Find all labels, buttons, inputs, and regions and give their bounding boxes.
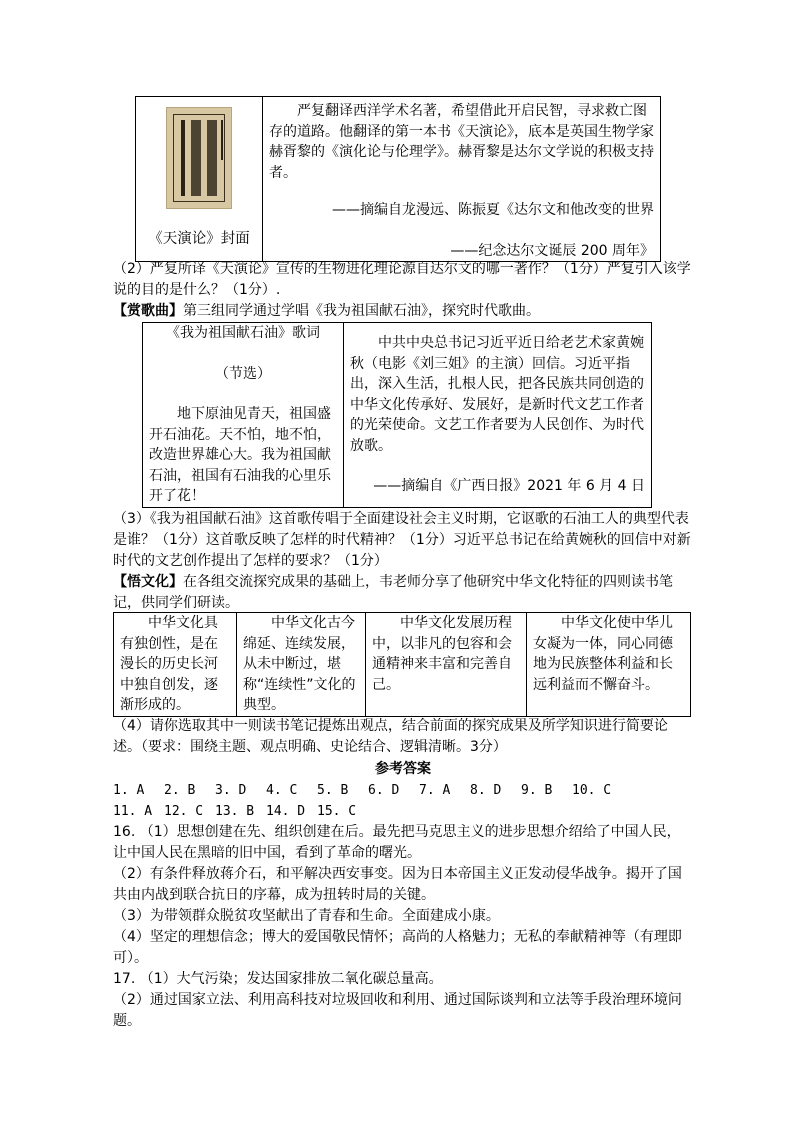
- mc-answer: 3. D: [215, 783, 247, 798]
- mc-answer: 10. C: [572, 783, 612, 798]
- mc-answer: 15. C: [317, 804, 357, 819]
- section-song-text: 第三组同学通过学唱《我为祖国献石油》，探究时代歌曲。: [183, 303, 540, 319]
- mc-answer: 12. C: [164, 804, 204, 819]
- lyrics-text: 地下原油见青天，祖国盛开石油花。天不怕，地不怕，改造世界雄心大。我为祖国献石油，祖国有石油我的心里乐开了花！: [149, 406, 331, 504]
- note-4: 中华文化使中华儿女凝为一体，同心同德地为民族整体利益和长远利益而不懈奋斗。: [527, 613, 691, 717]
- note-1: 中华文化具有独创性，是在漫长的历史长河中独自创发，逐渐形成的。: [114, 613, 237, 717]
- notes-table: [113, 612, 691, 717]
- mc-answer: 8. D: [470, 783, 502, 798]
- lyrics-title: 《我为祖国献石油》歌词: [166, 325, 320, 341]
- letter-source: ——摘编自《广西日报》2021 年 6 月 4 日: [373, 478, 645, 494]
- mc-answer: 7. A: [419, 783, 451, 798]
- mc-answer: 9. B: [521, 783, 553, 798]
- mc-answer: 11. A: [113, 804, 153, 819]
- mc-answer: 14. D: [266, 804, 306, 819]
- section-culture-label: 【悟文化】: [113, 574, 183, 590]
- yanfu-text: 严复翻译西洋学术名著，希望借此开启民智，寻求救亡图存的道路。他翻译的第一本书《天演论》，底本是英国生物学家赫胥黎的《演化论与伦理学》。赫胥黎是达尔文学说的积极支持者。: [269, 103, 654, 181]
- tianyanlun-cover-image: [166, 107, 232, 209]
- letter-cell: [344, 323, 652, 508]
- lyrics-cell: [143, 323, 344, 508]
- section-culture: [113, 572, 693, 614]
- mc-answer: 2. B: [164, 783, 196, 798]
- question-4: （4）请你选取其中一则读书笔记提炼出观点，结合前面的探究成果及所学知识进行简要论述。（要求：围绕主题、观点明确、史论结合、逻辑清晰。3分）: [113, 718, 668, 755]
- section-song: [113, 301, 693, 322]
- song-table: [142, 322, 652, 508]
- darwin-table: [135, 96, 661, 262]
- mc-answer: 6. D: [368, 783, 400, 798]
- mc-answer: 4. C: [266, 783, 298, 798]
- letter-text: 中共中央总书记习近平近日给老艺术家黄婉秋（电影《刘三姐》的主演）回信。习近平指出，深入生活，扎根人民，把各民族共同创造的中华文化传承好、发展好，是新时代文艺工作者的光荣使命。文艺工作者要为人民创作、为时代放歌。: [350, 335, 644, 454]
- mc-answer: 13. B: [215, 804, 255, 819]
- section-culture-text: 在各组交流探究成果的基础上，韦老师分享了他研究中华文化特征的四则读书笔记，供同学们研读。: [113, 574, 673, 611]
- cover-cell: [136, 97, 263, 262]
- question-2: （2）严复所译《天演论》宣传的生物进化理论源自达尔文的哪一著作？（1分）严复引入该学说的目的是什么？（1分）.: [113, 261, 691, 298]
- answer-16-2: （2）有条件释放蒋介石，和平解决西安事变。因为日本帝国主义正发动侵华战争。揭开了国共由内战到联合抗日的序幕，成为扭转时局的关键。: [113, 866, 682, 903]
- yanfu-text-cell: [263, 97, 661, 262]
- question-3: （3）《我为祖国献石油》这首歌传唱于全面建设社会主义时期，它讴歌的石油工人的典型代表是谁？（1分）这首歌反映了怎样的时代精神？（1分）习近平总书记在给黄婉秋的回信中对新时代的文艺创作提出了怎样的要求？（1分）: [113, 511, 691, 569]
- cover-caption: 《天演论》封面: [148, 231, 250, 247]
- answer-17-2: （2）通过国家立法、利用高科技对垃圾回收和利用、通过国际谈判和立法等手段治理环境问题。: [113, 992, 682, 1029]
- lyrics-subtitle: （节选）: [215, 365, 271, 382]
- source-2: ——纪念达尔文诞辰 200 周年》: [450, 242, 654, 259]
- note-3: 中华文化发展历程中，以非凡的包容和会通精神来丰富和完善自己。: [366, 613, 527, 717]
- section-song-label: 【赏歌曲】: [113, 303, 183, 319]
- note-2: 中华文化古今绵延、连续发展，从未中断过，堪称“连续性”文化的典型。: [237, 613, 366, 717]
- mc-answer: 1. A: [113, 783, 145, 798]
- source-1: ——摘编自龙漫远、陈振夏《达尔文和他改变的世界: [332, 202, 654, 218]
- answer-16-4: （4）坚定的理想信念；博大的爱国敬民情怀；高尚的人格魅力；无私的奉献精神等（有理即可）。: [113, 929, 682, 966]
- answer-16-1: 16. （1）思想创建在先、组织创建在后。最先把马克思主义的进步思想介绍给了中国人民，让中国人民在黑暗的旧中国，看到了革命的曙光。: [113, 824, 681, 861]
- answer-17-1: 17. （1）大气污染；发达国家排放二氧化碳总量高。: [113, 971, 443, 987]
- mc-answers-row-2: [113, 801, 693, 822]
- mc-answer: 5. B: [317, 783, 349, 798]
- answers-title: 参考答案: [375, 761, 431, 777]
- mc-answers-row-1: [113, 780, 693, 801]
- answer-16-3: （3）为带领群众脱贫攻坚献出了青春和生命。全面建成小康。: [113, 908, 500, 924]
